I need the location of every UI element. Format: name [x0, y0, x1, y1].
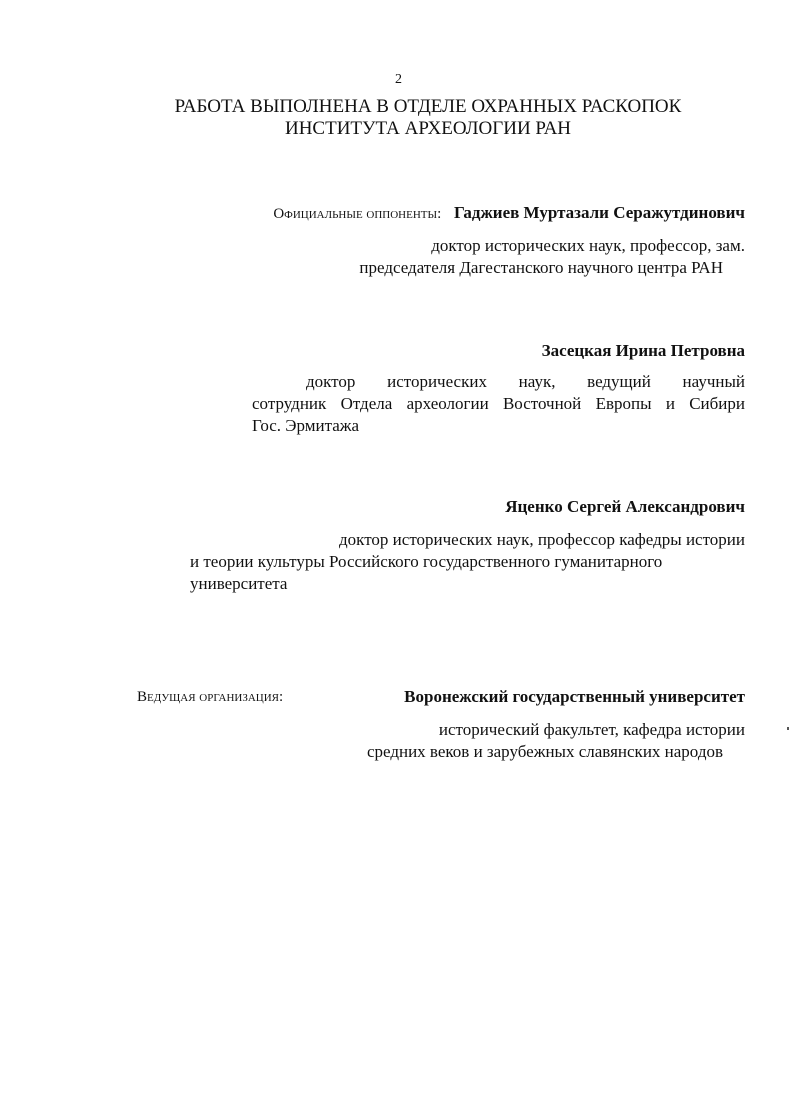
opponent-name: Засецкая Ирина Петровна: [541, 341, 745, 360]
description-line: средних веков и зарубежных славянских народов: [366, 742, 723, 761]
title-line-2: ИНСТИТУТА АРХЕОЛОГИИ РАН: [284, 118, 572, 139]
opponents-label: Официальные оппоненты:: [273, 206, 442, 222]
description-line: Гос. Эрмитажа: [252, 416, 360, 435]
leading-org-description: [367, 719, 745, 763]
page-title: [60, 96, 796, 140]
leading-org-name: Воронежский государственный университет: [404, 687, 745, 706]
opponent-name: Яценко Сергей Александрович: [505, 497, 745, 516]
description-line: и теории культуры Российского государственного гуманитарного: [190, 552, 663, 571]
description-line: университета: [190, 574, 288, 593]
description-line: исторический факультет, кафедра истории: [438, 720, 745, 739]
opponent-name: Гаджиев Муртазали Серажутдинович: [454, 203, 745, 222]
opponent-description: [252, 371, 745, 437]
opponent-description: [359, 235, 745, 279]
description-line: доктор исторических наук, профессор кафедры истории: [339, 530, 745, 549]
description-line: сотрудник Отдела археологии Восточной Европы и Сибири: [252, 394, 745, 413]
opponent-description: [190, 529, 745, 595]
title-line-1: РАБОТА ВЫПОЛНЕНА В ОТДЕЛЕ ОХРАННЫХ РАСКОПОК: [174, 96, 682, 117]
description-line: доктор исторических наук, ведущий научный: [306, 372, 745, 391]
opponents-header: [273, 203, 745, 223]
leading-org-label: Ведущая организация:: [137, 689, 284, 705]
description-line: доктор исторических наук, профессор, зам.: [431, 236, 745, 255]
scan-speck: [787, 727, 789, 730]
page-number: 2: [395, 72, 402, 87]
description-line: председателя Дагестанского научного центра РАН: [359, 258, 723, 277]
